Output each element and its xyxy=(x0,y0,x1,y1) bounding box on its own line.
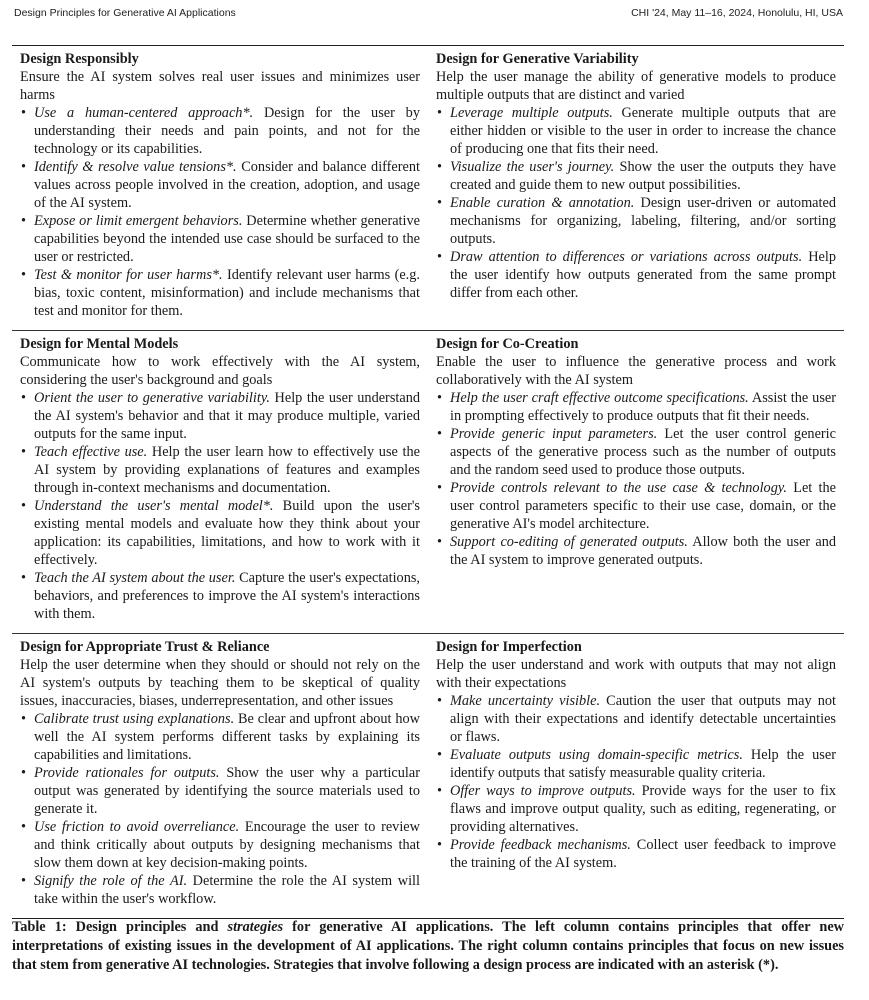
strategy-text: Help the user understand the AI system's behavior and that it may produce multiple, varied outputs for the same input. xyxy=(34,390,420,442)
strategy-item xyxy=(436,479,836,533)
strategy-list xyxy=(20,710,420,908)
strategy-item xyxy=(436,782,836,836)
principle-cell xyxy=(12,46,428,330)
strategy-item xyxy=(20,569,420,623)
strategy-item xyxy=(436,104,836,158)
strategy-text: Provide ways for the user to fix flaws and improve output quality, such as editing, regenerating, or providing alternatives. xyxy=(450,783,837,835)
strategy-list xyxy=(20,104,420,320)
table-row xyxy=(12,46,844,331)
strategy-name: Visualize the user's journey. xyxy=(450,159,615,175)
principles-table xyxy=(12,45,844,919)
strategy-item xyxy=(20,266,420,320)
running-head-left: Design Principles for Generative AI Applications xyxy=(14,7,236,19)
strategy-item xyxy=(20,710,420,764)
strategy-name: Help the user craft effective outcome specifications. xyxy=(450,390,749,406)
caption-suffix: for generative AI applications. The left column contains principles that offer new interpretations of existing issues in the development of AI applications. The right column contains principles that focus on new issues that stem from generative AI technologies. Strategies that involve following a design process are indicated with an asterisk (*). xyxy=(12,919,844,973)
principle-description: Communicate how to work effectively with the AI system, considering the user's background and goals xyxy=(20,354,420,388)
strategy-text: Show the user why a particular output was generated by identifying the source materials used to generate it. xyxy=(34,765,420,817)
strategy-name: Provide generic input parameters. xyxy=(450,426,658,442)
table-row xyxy=(12,331,844,634)
strategy-name: Test & monitor for user harms*. xyxy=(34,267,223,283)
strategy-item xyxy=(436,836,836,872)
strategy-text: Show the user the outputs they have created and guide them to new output possibilities. xyxy=(450,159,836,193)
strategy-text: Let the user control generic aspects of the generative process such as the number of outputs and the random seed used to produce those outputs. xyxy=(450,426,836,478)
strategy-item xyxy=(20,443,420,497)
principle-description: Help the user understand and work with outputs that may not align with their expectations xyxy=(436,657,836,691)
strategy-name: Teach effective use. xyxy=(34,444,148,460)
strategy-list xyxy=(436,104,836,302)
principle-title: Design for Generative Variability xyxy=(436,51,639,67)
principle-description: Enable the user to influence the generative process and work collaboratively with the AI system xyxy=(436,354,836,388)
strategy-list xyxy=(20,389,420,623)
strategy-name: Enable curation & annotation. xyxy=(450,195,635,211)
principle-title: Design Responsibly xyxy=(20,51,139,67)
principle-title: Design for Appropriate Trust & Reliance xyxy=(20,639,270,655)
strategy-name: Make uncertainty visible. xyxy=(450,693,601,709)
strategy-name: Provide controls relevant to the use case & technology. xyxy=(450,480,787,496)
strategy-item xyxy=(20,872,420,908)
strategy-text: Design for the user by understanding their needs and pain points, and not for the technology or its capabilities. xyxy=(34,105,420,157)
strategy-name: Calibrate trust using explanations. xyxy=(34,711,235,727)
caption-prefix: Table 1: Design principles and xyxy=(12,919,228,935)
strategy-name: Draw attention to differences or variations across outputs. xyxy=(450,249,803,265)
strategy-name: Provide feedback mechanisms. xyxy=(450,837,631,853)
strategy-item xyxy=(436,194,836,248)
strategy-list xyxy=(436,389,836,569)
strategy-name: Orient the user to generative variability. xyxy=(34,390,270,406)
strategy-text: Collect user feedback to improve the training of the AI system. xyxy=(450,837,836,871)
principle-cell xyxy=(12,634,428,918)
strategy-name: Identify & resolve value tensions*. xyxy=(34,159,237,175)
strategy-text: Identify relevant user harms (e.g. bias, toxic content, misinformation) and include mechanisms that test and monitor for them. xyxy=(34,267,420,319)
table-row xyxy=(12,634,844,919)
strategy-item xyxy=(20,497,420,569)
running-head xyxy=(14,7,843,19)
strategy-text: Determine the role the AI system will take within the user's workflow. xyxy=(34,873,420,907)
strategy-item xyxy=(20,818,420,872)
strategy-text: Build upon the user's existing mental models and evaluate how they think about your application: its capabilities, limitations, and how to work with it effectively. xyxy=(34,498,420,568)
principle-title: Design for Mental Models xyxy=(20,336,179,352)
strategy-text: Help the user learn how to effectively use the AI system by providing explanations of features and examples through in-context mechanisms and documentation. xyxy=(34,444,420,496)
running-head-right: CHI '24, May 11–16, 2024, Honolulu, HI, USA xyxy=(631,7,843,19)
strategy-name: Leverage multiple outputs. xyxy=(450,105,613,121)
strategy-list xyxy=(436,692,836,872)
strategy-text: Be clear and upfront about how well the AI system performs different tasks by explaining its capabilities and limitations. xyxy=(34,711,420,763)
strategy-item xyxy=(436,533,836,569)
principle-cell xyxy=(428,46,844,330)
strategy-name: Understand the user's mental model*. xyxy=(34,498,274,514)
strategy-text: Help the user identify outputs that satisfy measurable quality criteria. xyxy=(450,747,836,781)
principle-description: Ensure the AI system solves real user issues and minimizes user harms xyxy=(20,69,420,103)
principle-cell xyxy=(428,331,844,633)
strategy-text: Help the user identify how outputs generated from the same prompt differ from each other. xyxy=(450,249,836,301)
strategy-text: Let the user control parameters specific to their use case, domain, or the generative AI's model architecture. xyxy=(450,480,836,532)
strategy-item xyxy=(20,764,420,818)
strategy-name: Expose or limit emergent behaviors. xyxy=(34,213,243,229)
strategy-item xyxy=(436,746,836,782)
strategy-item xyxy=(436,158,836,194)
strategy-text: Capture the user's expectations, behaviors, and preferences to improve the AI system's interactions with them. xyxy=(34,570,420,622)
strategy-text: Design user-driven or automated mechanisms for organizing, labeling, filtering, and/or sorting outputs. xyxy=(450,195,836,247)
strategy-item xyxy=(20,212,420,266)
strategy-name: Signify the role of the AI. xyxy=(34,873,188,889)
strategy-item xyxy=(436,692,836,746)
principle-cell xyxy=(12,331,428,633)
strategy-item xyxy=(436,248,836,302)
strategy-name: Use a human-centered approach*. xyxy=(34,105,254,121)
strategy-name: Evaluate outputs using domain-specific metrics. xyxy=(450,747,743,763)
strategy-item xyxy=(20,104,420,158)
strategy-text: Consider and balance different values across people involved in the creation, adoption, and usage of the AI system. xyxy=(34,159,420,211)
strategy-text: Caution the user that outputs may not align with their expectations and identify detectable uncertainties or flaws. xyxy=(450,693,837,745)
strategy-item xyxy=(436,425,836,479)
strategy-text: Assist the user in prompting effectively to produce outputs that fit their needs. xyxy=(450,390,836,424)
strategy-name: Support co-editing of generated outputs. xyxy=(450,534,688,550)
principle-description: Help the user manage the ability of generative models to produce multiple outputs that are distinct and varied xyxy=(436,69,836,103)
principle-title: Design for Imperfection xyxy=(436,639,582,655)
principle-cell xyxy=(428,634,844,918)
strategy-item xyxy=(20,389,420,443)
strategy-name: Teach the AI system about the user. xyxy=(34,570,236,586)
principle-description: Help the user determine when they should or should not rely on the AI system's outputs by teaching them to be skeptical of quality issues, inaccuracies, biases, underrepresentation, and other issues xyxy=(20,657,420,709)
strategy-name: Provide rationales for outputs. xyxy=(34,765,220,781)
strategy-item xyxy=(436,389,836,425)
strategy-text: Allow both the user and the AI system to improve generated outputs. xyxy=(450,534,836,568)
principle-title: Design for Co-Creation xyxy=(436,336,579,352)
strategy-text: Encourage the user to review and think critically about outputs by designing mechanisms that slow them down at key decision-making points. xyxy=(34,819,420,871)
strategy-text: Determine whether generative capabilities beyond the intended use case should be surfaced to the user or restricted. xyxy=(34,213,420,265)
table-caption xyxy=(12,918,844,975)
strategy-item xyxy=(20,158,420,212)
strategy-name: Use friction to avoid overreliance. xyxy=(34,819,240,835)
strategy-text: Generate multiple outputs that are either hidden or visible to the user in order to increase the chance of producing one that fits their need. xyxy=(450,105,837,157)
strategy-name: Offer ways to improve outputs. xyxy=(450,783,636,799)
caption-strategies-word: strategies xyxy=(227,919,284,935)
